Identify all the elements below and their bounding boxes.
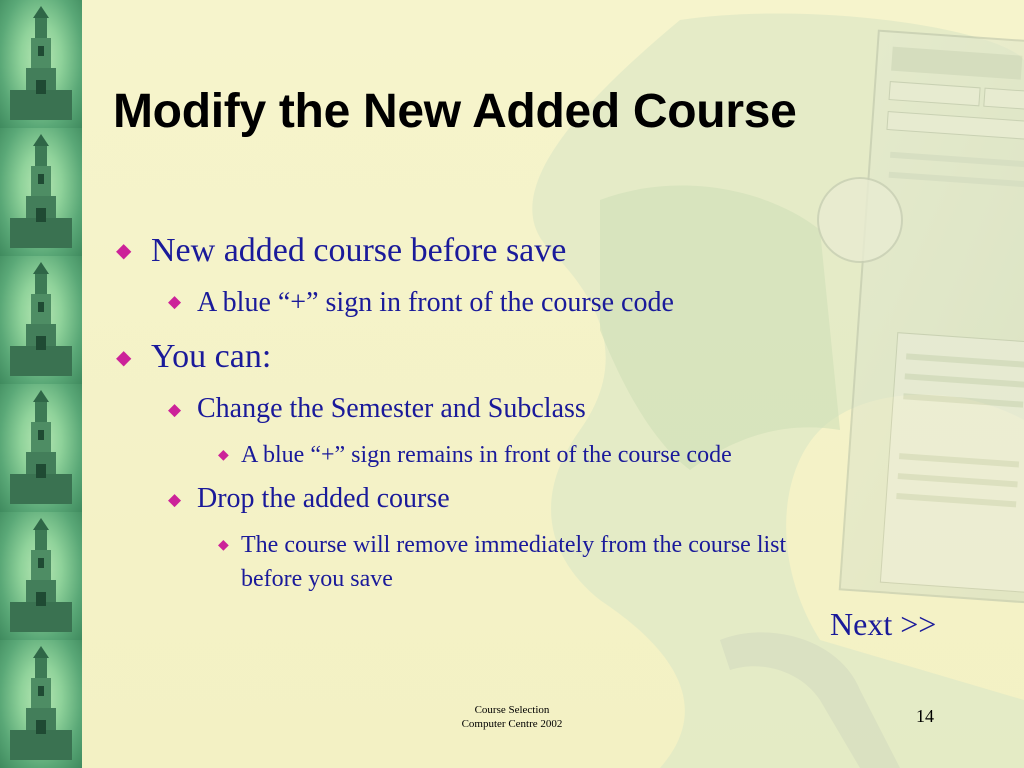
bullet-text-continued: before you save [241, 566, 393, 592]
bullet-text: A blue “+” sign in front of the course code [197, 287, 674, 318]
bullet-diamond-icon: ◆ [218, 448, 229, 463]
bullet-text: A blue “+” sign remains in front of the course code [241, 442, 732, 468]
bullet-diamond-icon: ◆ [116, 240, 132, 262]
bullet-diamond-icon: ◆ [168, 400, 182, 419]
bullet-text: You can: [151, 338, 272, 375]
bullet-text: The course will remove immediately from the course list [241, 532, 787, 558]
bullet-text: Change the Semester and Subclass [197, 393, 586, 424]
slide-title: Modify the New Added Course [113, 85, 797, 138]
bullet-diamond-icon: ◆ [116, 347, 132, 369]
tower-image [0, 640, 82, 768]
slide-footer [412, 703, 612, 731]
bullet-diamond-icon: ◆ [168, 292, 182, 311]
page-number: 14 [916, 706, 934, 726]
tower-image [0, 384, 82, 512]
tower-image [0, 512, 82, 640]
next-slide-link[interactable]: Next >> [830, 606, 937, 642]
tower-image [0, 256, 82, 384]
tower-image [0, 0, 82, 128]
tower-image [0, 128, 82, 256]
decorative-sidebar [0, 0, 82, 768]
footer-line-2: Computer Centre 2002 [461, 718, 563, 730]
bullet-diamond-icon: ◆ [168, 490, 182, 509]
bullet-diamond-icon: ◆ [218, 538, 229, 553]
footer-line-1: Course Selection [474, 704, 550, 716]
bullet-text: New added course before save [151, 232, 567, 269]
bullet-text: Drop the added course [197, 483, 450, 514]
